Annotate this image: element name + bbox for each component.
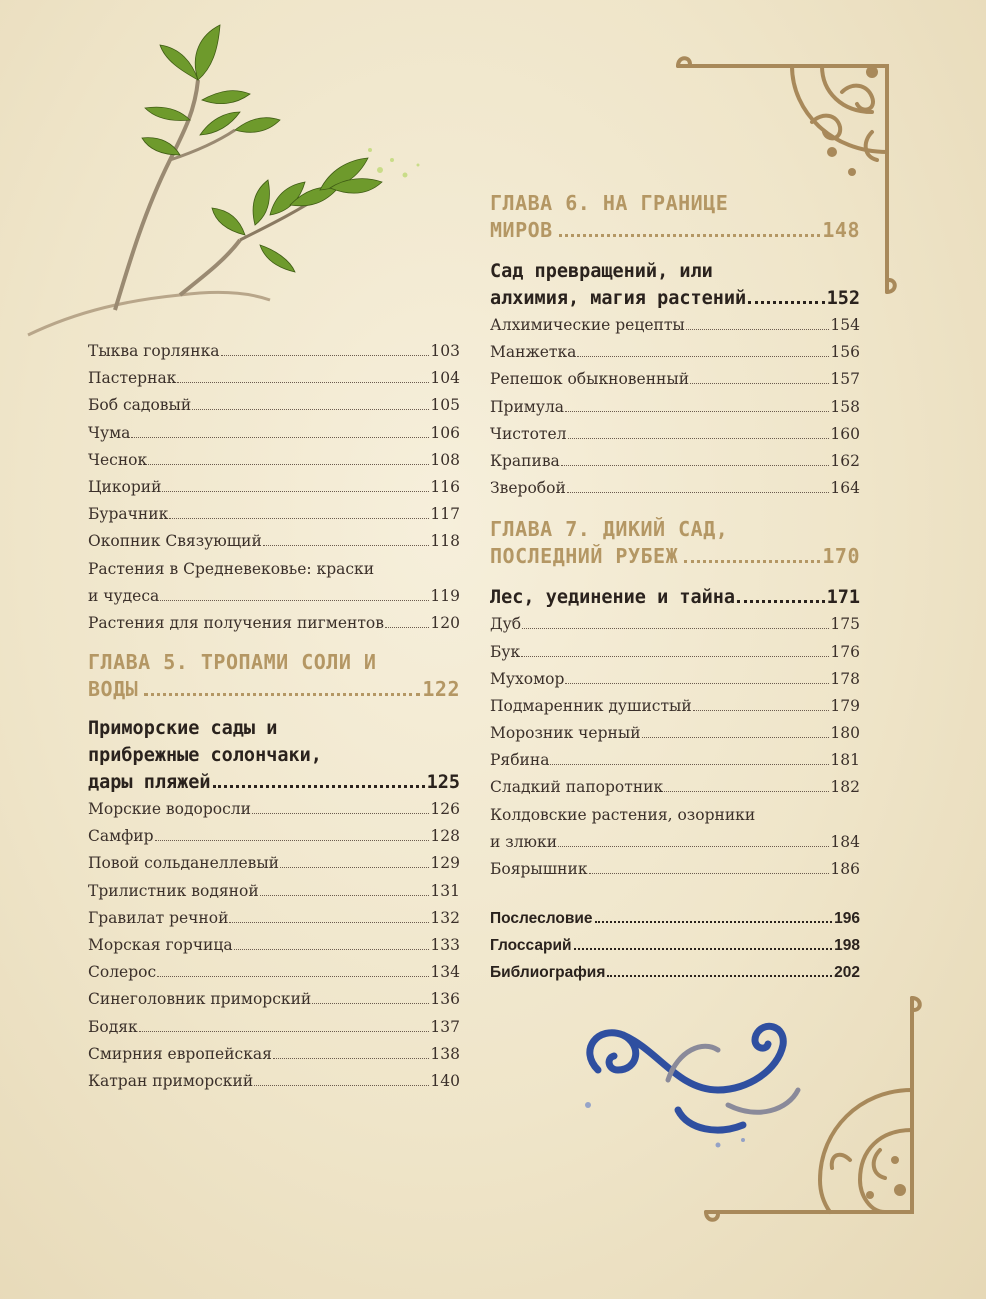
toc-entry[interactable]: Алхимические рецепты 154 <box>490 316 860 334</box>
toc-entry[interactable]: Чеснок 108 <box>88 450 460 469</box>
toc-entry[interactable]: Бурачник 117 <box>88 505 460 524</box>
toc-entry[interactable]: Растения для получения пигментов 120 <box>88 613 460 632</box>
left-column <box>88 338 460 1095</box>
toc-entry[interactable]: Смирния европейская 138 <box>88 1044 460 1063</box>
toc-entry[interactable]: Рябина 181 <box>490 751 860 770</box>
toc-entry[interactable]: Гравилат речной 132 <box>88 908 460 927</box>
toc-entry[interactable]: Бодяк 137 <box>88 1017 460 1036</box>
toc-entry[interactable]: Мухомор 178 <box>490 669 860 688</box>
toc-entry[interactable]: Самфир 128 <box>88 827 460 846</box>
toc-entry[interactable]: Синеголовник приморский 136 <box>88 990 460 1009</box>
section-heading[interactable]: Сад превращений, или алхимия, магия растений 152 <box>490 261 860 309</box>
toc-entry[interactable]: Боярышник 186 <box>490 860 860 878</box>
toc-entry[interactable]: Чума 106 <box>88 423 460 442</box>
toc-entry[interactable]: Тыква горлянка 103 <box>88 342 460 360</box>
chapter-heading[interactable]: ГЛАВА 7. ДИКИЙ САД, ПОСЛЕДНИЙ РУБЕЖ 170 <box>490 517 860 569</box>
toc-entry[interactable]: Подмаренник душистый 179 <box>490 696 860 715</box>
section-heading[interactable]: Приморские сады и прибрежные солончаки, дары пляжей 125 <box>88 718 460 794</box>
chapter-heading[interactable]: ГЛАВА 6. НА ГРАНИЦЕ МИРОВ 148 <box>490 191 860 242</box>
toc-entry-multiline[interactable]: Растения в Средневековье: краски и чудеса 119 <box>88 559 460 605</box>
toc-entry[interactable]: Повой сольданеллевый 129 <box>88 854 460 873</box>
right-column <box>490 190 860 986</box>
toc-entry[interactable]: Пастернак 104 <box>88 369 460 388</box>
toc-entry[interactable]: Репешок обыкновенный 157 <box>490 370 860 389</box>
toc-entry[interactable]: Крапива 162 <box>490 451 860 470</box>
toc-entry[interactable]: Дуб 175 <box>490 615 860 634</box>
toc-entry[interactable]: Чистотел 160 <box>490 424 860 443</box>
toc-entry[interactable]: Бук 176 <box>490 642 860 661</box>
toc-entry[interactable]: Солерос 134 <box>88 963 460 982</box>
blue-scroll-ornament <box>568 1010 818 1160</box>
toc-entry[interactable]: Морские водоросли 126 <box>88 800 460 819</box>
toc-entry[interactable]: Сладкий папоротник 182 <box>490 778 860 797</box>
toc-entry[interactable]: Морская горчица 133 <box>88 936 460 954</box>
toc-entry[interactable]: Зверобой 164 <box>490 479 860 498</box>
toc-entry[interactable]: Катран приморский 140 <box>88 1071 460 1090</box>
toc-entry[interactable]: Морозник черный 180 <box>490 724 860 743</box>
back-matter <box>490 905 860 986</box>
back-matter-entry[interactable]: Библиография 202 <box>490 964 860 982</box>
toc-entry[interactable]: Цикорий 116 <box>88 477 460 496</box>
toc-entry[interactable]: Окопник Связующий 118 <box>88 532 460 551</box>
herb-branch-illustration <box>20 10 440 350</box>
section-heading[interactable]: Лес, уединение и тайна 171 <box>490 587 860 609</box>
toc-entry[interactable]: Трилистник водяной 131 <box>88 881 460 900</box>
toc-entry[interactable]: Манжетка 156 <box>490 343 860 362</box>
toc-entry[interactable]: Примула 158 <box>490 397 860 416</box>
back-matter-entry[interactable]: Послесловие 196 <box>490 910 860 928</box>
chapter-heading[interactable]: ГЛАВА 5. ТРОПАМИ СОЛИ И ВОДЫ 122 <box>88 650 460 702</box>
toc-entry[interactable]: Боб садовый 105 <box>88 396 460 415</box>
back-matter-entry[interactable]: Глоссарий 198 <box>490 937 860 955</box>
toc-entry-multiline[interactable]: Колдовские растения, озорники и злюки 184 <box>490 805 860 851</box>
